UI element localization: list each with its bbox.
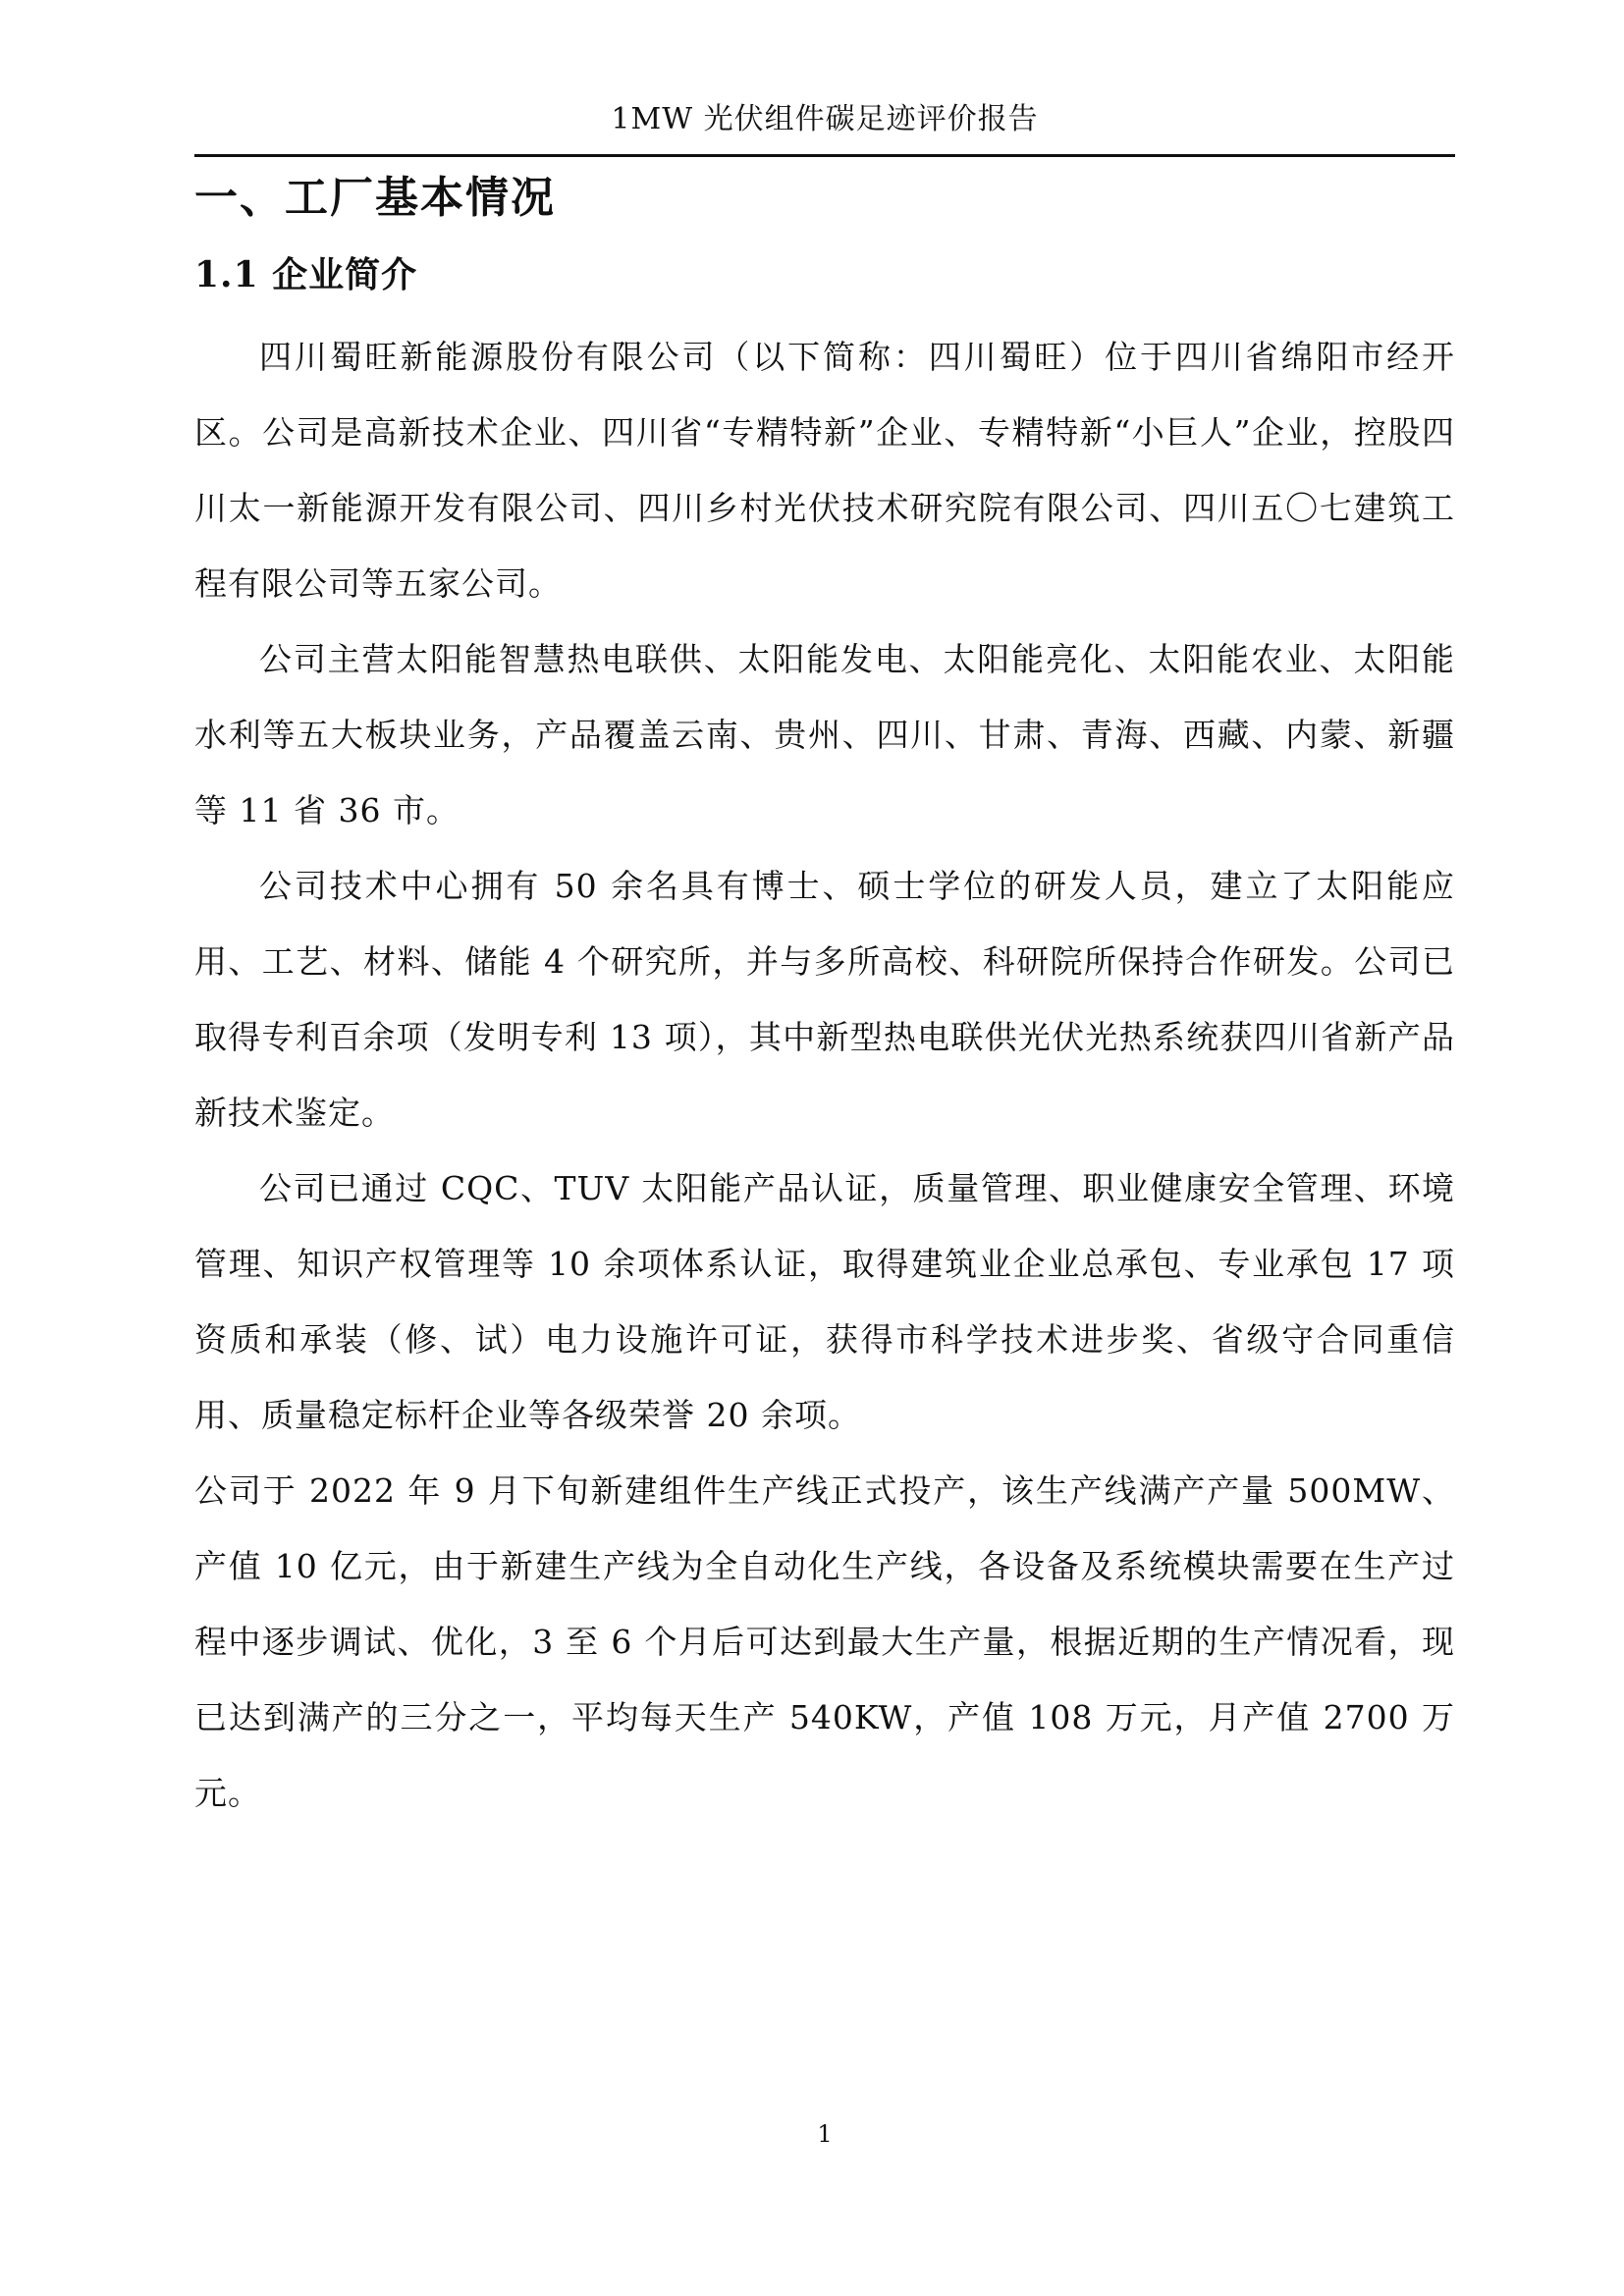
paragraph-certifications: 公司已通过 CQC、TUV 太阳能产品认证，质量管理、职业健康安全管理、环境管理、知识产权管理等 10 余项体系认证，取得建筑业企业总承包、专业承包 17 项资质和承装（修、试）电力设施许可证，获得市科学技术进步奖、省级守合同重信用、质量稳定标杆企业等各级荣誉 20 余项。 xyxy=(194,1169,1455,1434)
paragraph-intro: 四川蜀旺新能源股份有限公司（以下简称：四川蜀旺）位于四川省绵阳市经开区。公司是高新技术企业、四川省“专精特新”企业、专精特新“小巨人”企业，控股四川太一新能源开发有限公司、四川乡村光伏技术研究院有限公司、四川五〇七建筑工程有限公司等五家公司。 xyxy=(194,338,1455,603)
subsection-heading: 1.1 企业简介 xyxy=(194,254,418,295)
page-number: 1 xyxy=(817,2120,833,2148)
header-divider xyxy=(194,154,1455,157)
paragraph-production: 公司于 2022 年 9 月下旬新建组件生产线正式投产，该生产线满产产量 500MW、产值 10 亿元，由于新建生产线为全自动化生产线，各设备及系统模块需要在生产过程中逐步调试、优化，3 至 6 个月后可达到最大生产量，根据近期的生产情况看，现已达到满产的三分之一，平均每天生产 540KW，产值 108 万元，月产值 2700 万元。 xyxy=(194,1471,1455,1812)
running-header-title: 1MW 光伏组件碳足迹评价报告 xyxy=(611,102,1039,136)
paragraph-rnd: 公司技术中心拥有 50 余名具有博士、硕士学位的研发人员，建立了太阳能应用、工艺、材料、储能 4 个研究所，并与多所高校、科研院所保持合作研发。公司已取得专利百余项（发明专利 13 项），其中新型热电联供光伏光热系统获四川省新产品新技术鉴定。 xyxy=(194,867,1455,1132)
paragraph-business: 公司主营太阳能智慧热电联供、太阳能发电、太阳能亮化、太阳能农业、太阳能水利等五大板块业务，产品覆盖云南、贵州、四川、甘肃、青海、西藏、内蒙、新疆等 11 省 36 市。 xyxy=(194,640,1455,829)
section-heading: 一、工厂基本情况 xyxy=(194,173,556,223)
body-text xyxy=(194,319,1455,1831)
